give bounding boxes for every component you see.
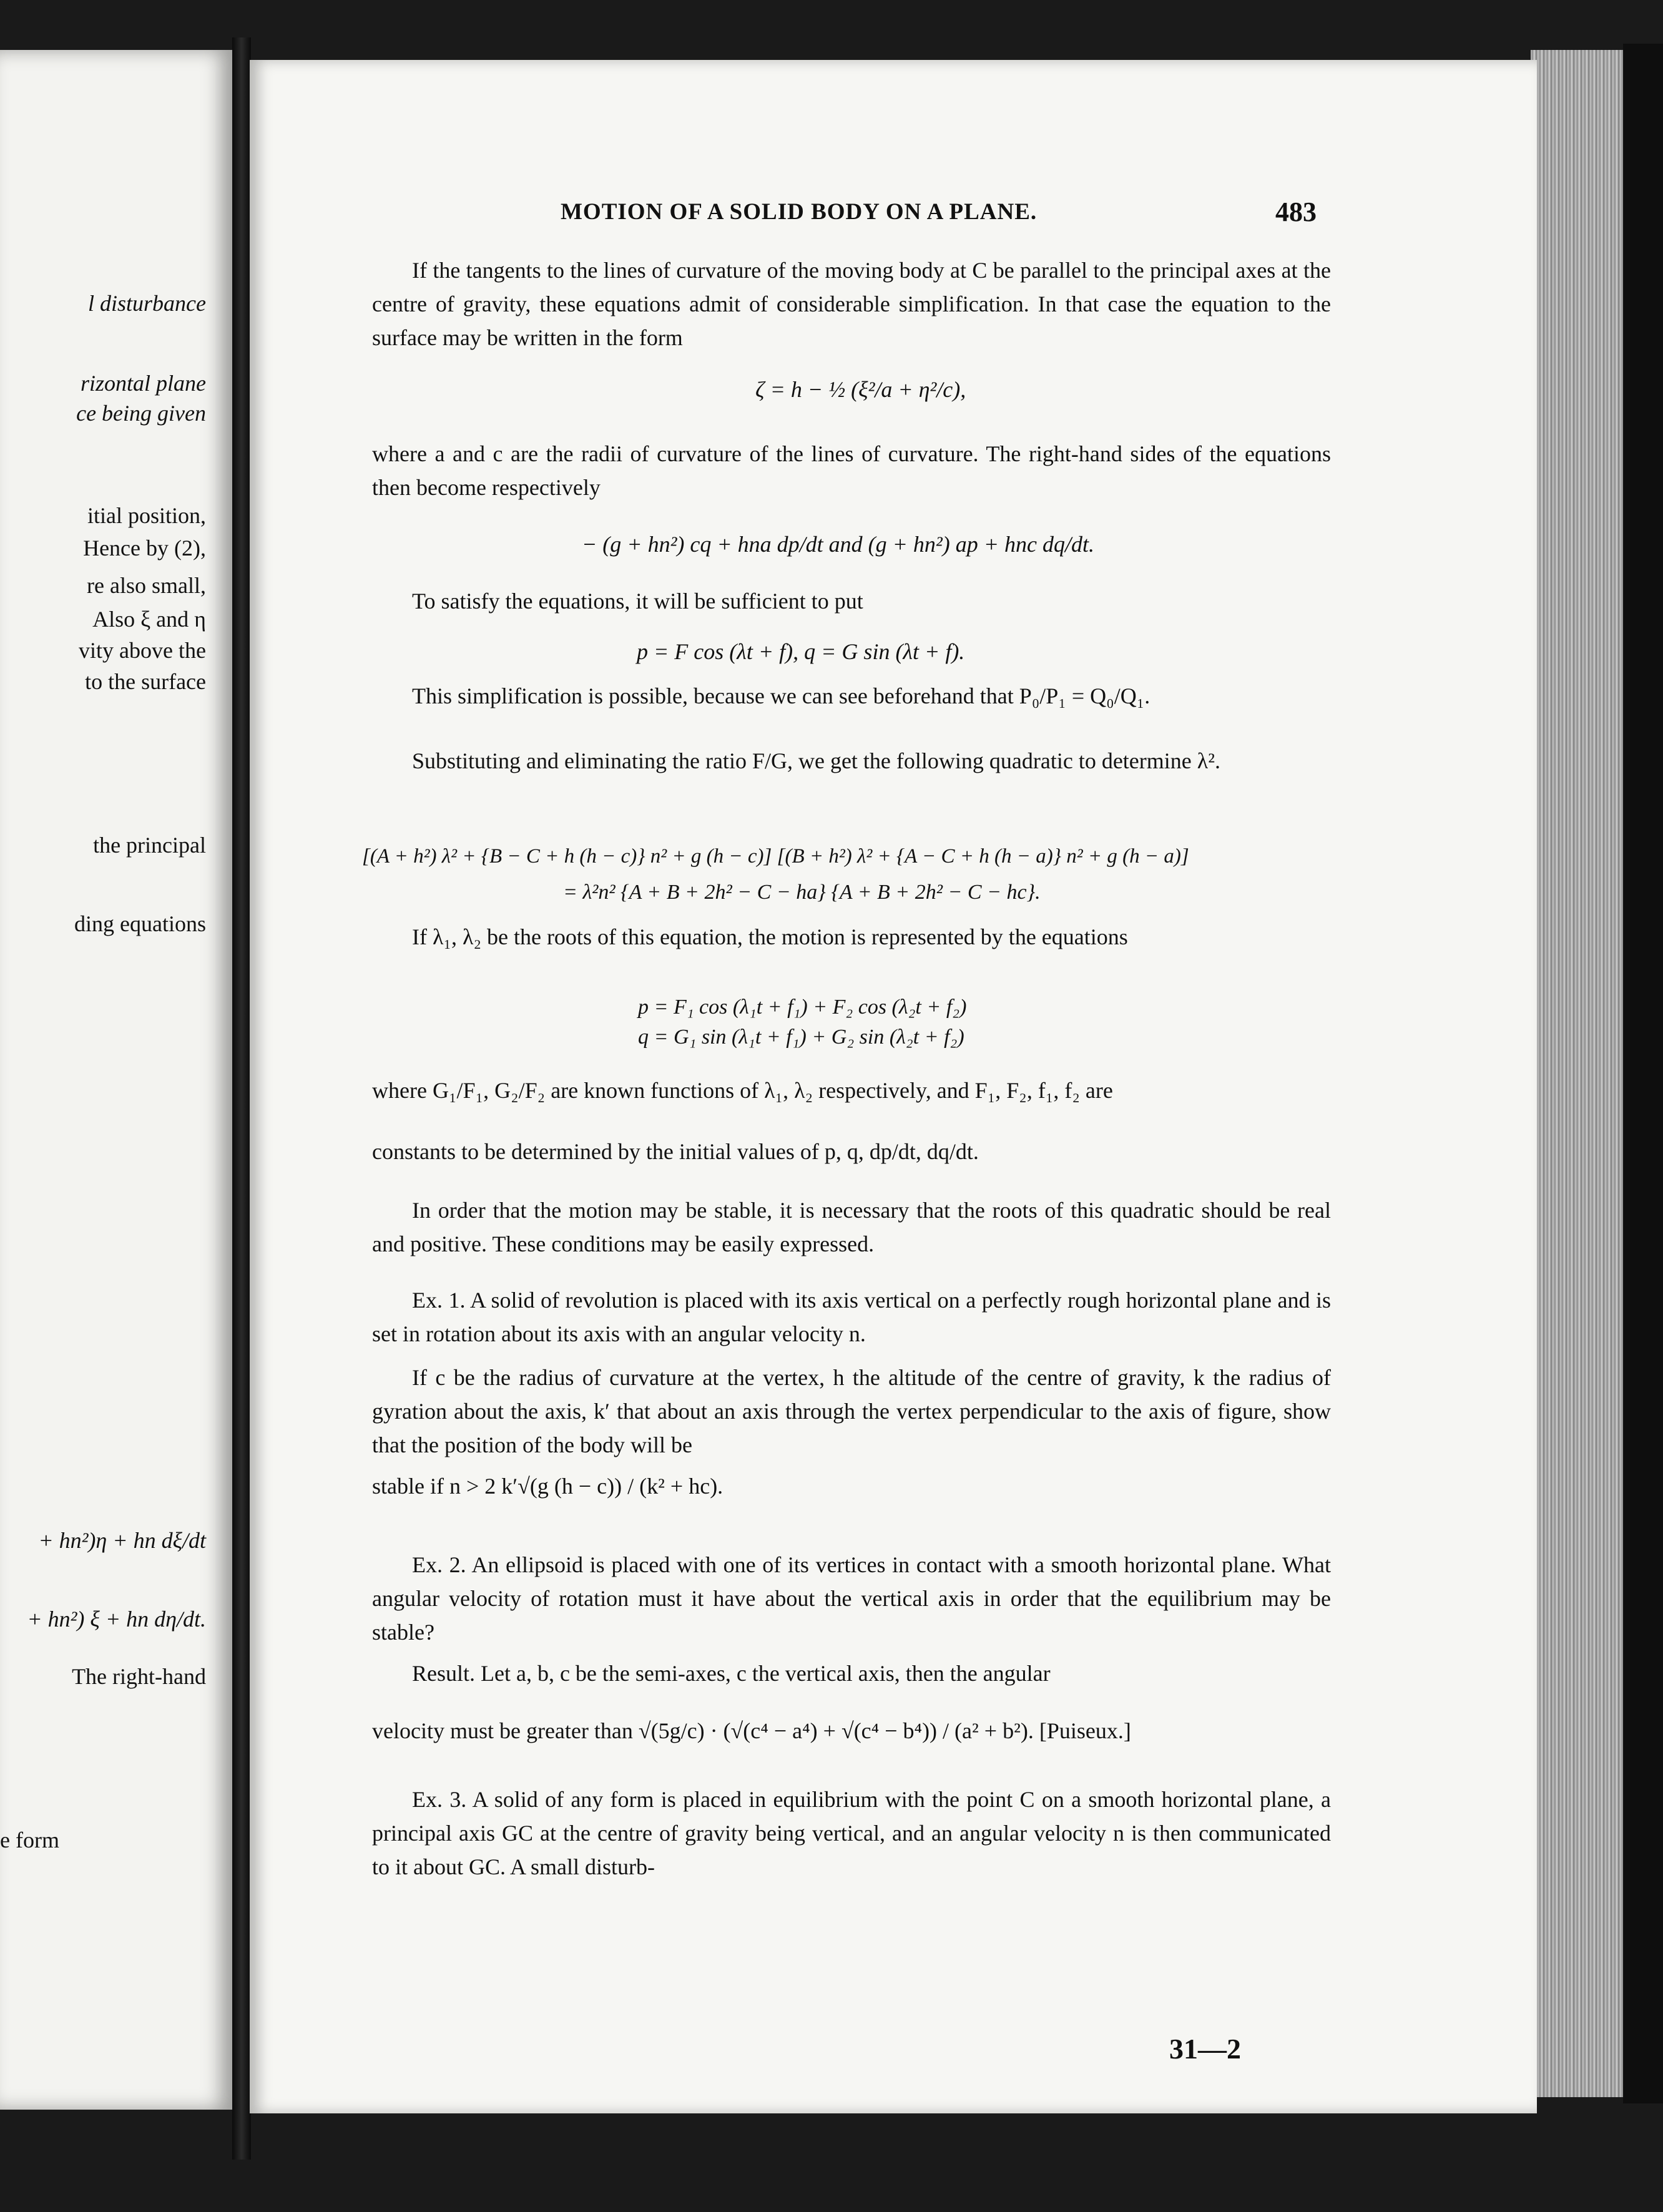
left-page-line: The right-hand — [72, 1664, 206, 1689]
paragraph: If λ₁, λ₂ be the roots of this equation, the motion is represented by the equations — [412, 924, 1128, 949]
example-2: Ex. 2. An ellipsoid is placed with one of its vertices in contact with a smooth horizontal plane. What angular velocity of rotation must it have about the vertical axis in order that the equilibrium may be stable? — [372, 1552, 1331, 1645]
equation-motion-q: q = G₁ sin (λ₁t + f₁) + G₂ sin (λ₂t + f₂) — [638, 1025, 964, 1049]
left-page-line: l disturbance — [88, 291, 206, 316]
equation-quadratic-rhs: = λ²n² {A + B + 2h² − C − ha} {A + B + 2h² − C − hc}. — [563, 881, 1041, 904]
equation-trial: p = F cos (λt + f), q = G sin (λt + f). — [637, 639, 965, 664]
paragraph: This simplification is possible, because we can see beforehand that P₀/P₁ = Q₀/Q₁. — [412, 683, 1150, 708]
equation-motion-p: p = F₁ cos (λ₁t + f₁) + F₂ cos (λ₂t + f₂) — [638, 996, 967, 1019]
left-page-line: re also small, — [87, 573, 206, 598]
running-head: MOTION OF A SOLID BODY ON A PLANE. — [561, 199, 1038, 225]
paragraph: where G₁/F₁, G₂/F₂ are known functions of λ₁, λ₂ respectively, and F₁, F₂, f₁, f₂ are — [372, 1078, 1113, 1103]
book-gutter — [232, 37, 251, 2160]
example-1: Ex. 1. A solid of revolution is placed with its axis vertical on a perfectly rough horizontal plane and is set in rotation about its axis with an angular velocity n. — [372, 1288, 1331, 1346]
paragraph: where a and c are the radii of curvature of the lines of curvature. The right-hand sides of the equations then become respectively — [372, 441, 1331, 500]
paragraph: If the tangents to the lines of curvature of the moving body at C be parallel to the principal axes at the centre of gravity, these equations admit of considerable simplification. In that case the equation to the surface may be written in the form — [372, 258, 1331, 350]
left-page-line: + hn²)η + hn dξ/dt — [38, 1528, 206, 1553]
example-1-text: If c be the radius of curvature at the vertex, h the altitude of the centre of gravity, k the radius of gyration about the axis, k′ that about an axis through the vertex perpendicular to the axis of figure, show that the position of the body will be — [372, 1365, 1331, 1457]
paragraph: constants to be determined by the initial values of p, q, dp/dt, dq/dt. — [372, 1139, 979, 1164]
left-page-line: + hn²) ξ + hn dη/dt. — [27, 1607, 206, 1632]
left-page-line: Also ξ and η — [92, 607, 206, 632]
paragraph: In order that the motion may be stable, it is necessary that the roots of this quadratic should be real and positive. These conditions may be easily expressed. — [372, 1198, 1331, 1256]
page-number: 483 — [1275, 197, 1317, 227]
left-page-line: Hence by (2), — [83, 536, 206, 560]
signature-mark: 31—2 — [1169, 2033, 1241, 2065]
left-page-line: itial position, — [87, 503, 206, 528]
left-page-line: vity above the — [79, 638, 206, 663]
left-page — [0, 50, 232, 2110]
example-2-formula: velocity must be greater than √(5g/c) · (√(c⁴ − a⁴) + √(c⁴ − b⁴)) / (a² + b²). [Puiseux.] — [372, 1718, 1131, 1743]
left-page-line: e form — [0, 1828, 59, 1852]
left-page-line: to the surface — [85, 669, 206, 694]
equation-surface: ζ = h − ½ (ξ²/a + η²/c), — [755, 377, 966, 402]
example-3: Ex. 3. A solid of any form is placed in equilibrium with the point C on a smooth horizontal plane, a principal axis GC at the centre of gravity being vertical, and an angular velocity n is then communicated to it about GC. A small disturb- — [372, 1787, 1331, 1879]
equation-rhs: − (g + hn²) cq + hna dp/dt and (g + hn²) ap + hnc dq/dt. — [582, 532, 1094, 557]
left-page-line: ding equations — [74, 911, 206, 936]
paragraph: To satisfy the equations, it will be sufficient to put — [412, 589, 863, 614]
left-page-line: ce being given — [76, 401, 206, 426]
page-edges — [1531, 50, 1631, 2097]
example-2-result: Result. Let a, b, c be the semi-axes, c the vertical axis, then the angular — [412, 1661, 1051, 1686]
left-page-line: the principal — [93, 833, 206, 858]
left-page-line: rizontal plane — [80, 371, 206, 396]
example-1-condition: stable if n > 2 k′√(g (h − c)) / (k² + hc). — [372, 1474, 724, 1499]
equation-quadratic: [(A + h²) λ² + {B − C + h (h − c)} n² + g (h − c)] [(B + h²) λ² + {A − C + h (h − a)} n² + g (h − a)] — [362, 845, 1189, 868]
page-edges-shadow — [1623, 44, 1663, 2103]
paragraph: Substituting and eliminating the ratio F/G, we get the following quadratic to determine λ². — [412, 748, 1220, 773]
